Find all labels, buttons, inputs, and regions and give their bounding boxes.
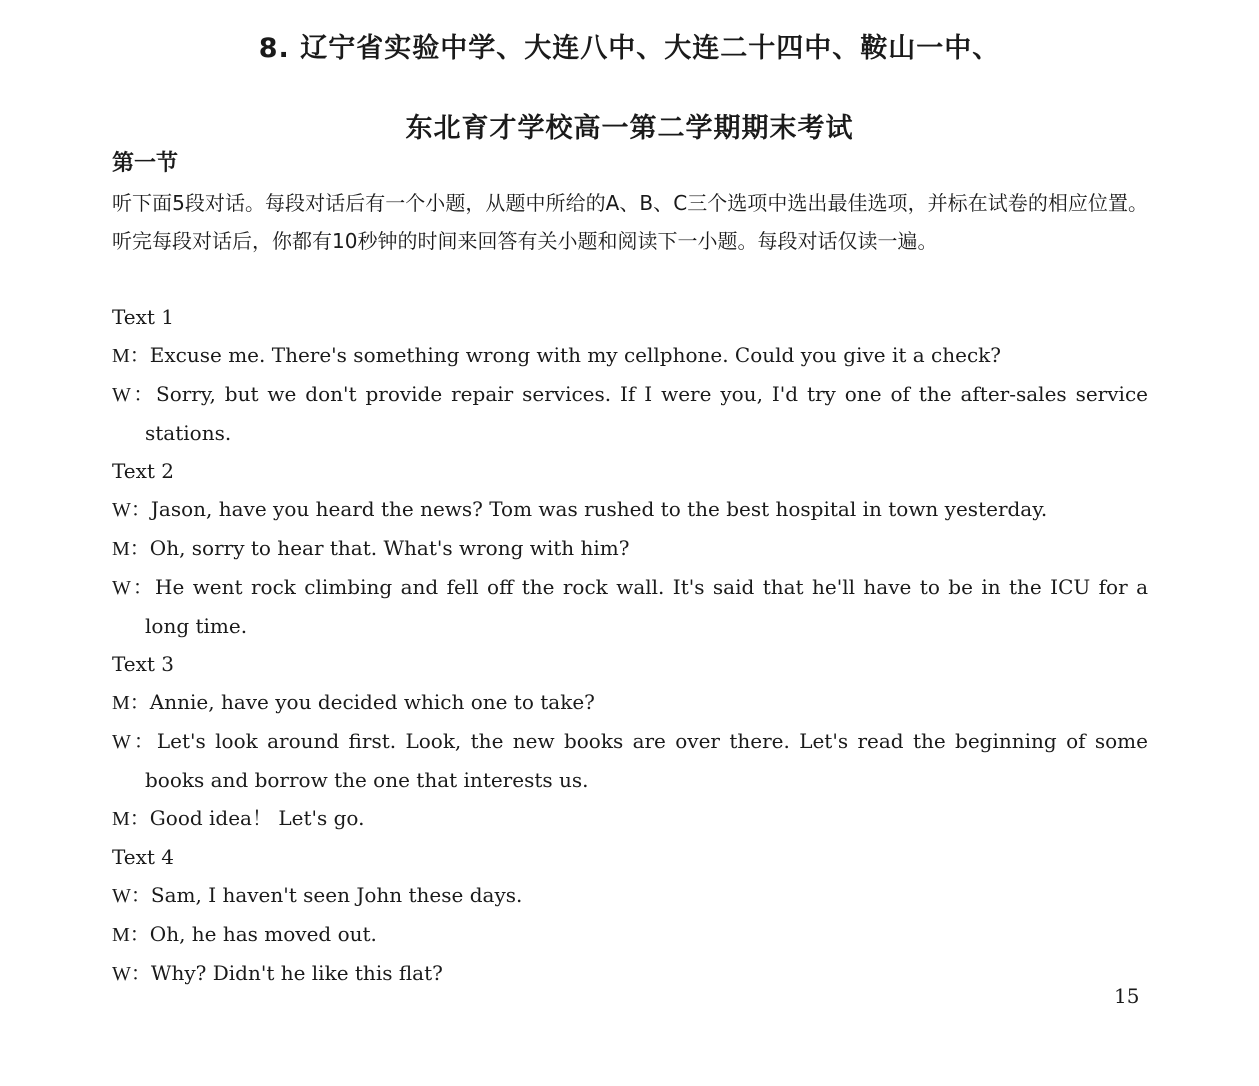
dialogue-line <box>112 799 1148 838</box>
dialogue-text: Oh, he has moved out. <box>149 922 377 946</box>
speaker-label: W： <box>112 963 151 985</box>
dialogue-text: Oh, sorry to hear that. What's wrong with him? <box>149 536 630 560</box>
speaker-label: M： <box>112 538 150 560</box>
exam-title-line-2: 东北育才学校高一第二学期期末考试 <box>405 113 854 144</box>
speaker-label: M： <box>112 924 150 946</box>
dialogue-text: Good idea！ Let's go. <box>149 806 365 830</box>
exam-title-line-1: 8. 辽宁省实验中学、大连八中、大连二十四中、鞍山一中、 <box>258 33 1001 64</box>
dialogue-line <box>112 722 1148 799</box>
text-2-heading: Text 2 <box>112 459 175 483</box>
dialogue-line <box>112 568 1148 645</box>
speaker-label: W： <box>112 577 155 599</box>
dialogue-line <box>112 683 1148 722</box>
dialogue-line <box>112 375 1148 452</box>
speaker-label: W： <box>112 499 151 521</box>
dialogue-line <box>112 954 1148 993</box>
dialogue-line <box>112 490 1148 529</box>
dialogue-line <box>112 529 1148 568</box>
dialogue-text: Sam, I haven't seen John these days. <box>150 883 523 907</box>
instructions-paragraph: 听下面5段对话。每段对话后有一个小题，从题中所给的A、B、C三个选项中选出最佳选项，并标在试卷的相应位置。听完每段对话后，你都有10秒钟的时间来回答有关小题和阅读下一小题。每段对话仅读一遍。 <box>112 191 1148 253</box>
dialogue-text: Let's look around first. Look, the new books are over there. Let's read the beginning of some books and borrow the one that interests us. <box>145 729 1148 792</box>
dialogue-transcript <box>112 298 1148 993</box>
page-number: 15 <box>1114 984 1140 1008</box>
dialogue-text: Why? Didn't he like this flat? <box>150 961 443 985</box>
dialogue-line <box>112 336 1148 375</box>
speaker-label: M： <box>112 345 150 367</box>
dialogue-text: He went rock climbing and fell off the rock wall. It's said that he'll have to be in the ICU for a long time. <box>145 575 1148 638</box>
speaker-label: W： <box>112 731 157 753</box>
speaker-label: W： <box>112 384 156 406</box>
dialogue-text: Jason, have you heard the news? Tom was rushed to the best hospital in town yesterday. <box>150 497 1048 521</box>
dialogue-text: Excuse me. There's something wrong with my cellphone. Could you give it a check? <box>149 343 1002 367</box>
dialogue-text: Sorry, but we don't provide repair services. If I were you, I'd try one of the after-sales service stations. <box>145 382 1148 445</box>
dialogue-line <box>112 876 1148 915</box>
speaker-label: M： <box>112 692 150 714</box>
text-3-heading: Text 3 <box>112 652 175 676</box>
speaker-label: W： <box>112 885 151 907</box>
dialogue-line <box>112 915 1148 954</box>
speaker-label: M： <box>112 808 150 830</box>
dialogue-text: Annie, have you decided which one to take? <box>149 690 595 714</box>
text-4-heading: Text 4 <box>112 845 175 869</box>
text-1-heading: Text 1 <box>112 305 175 329</box>
section-heading: 第一节 <box>112 151 179 176</box>
